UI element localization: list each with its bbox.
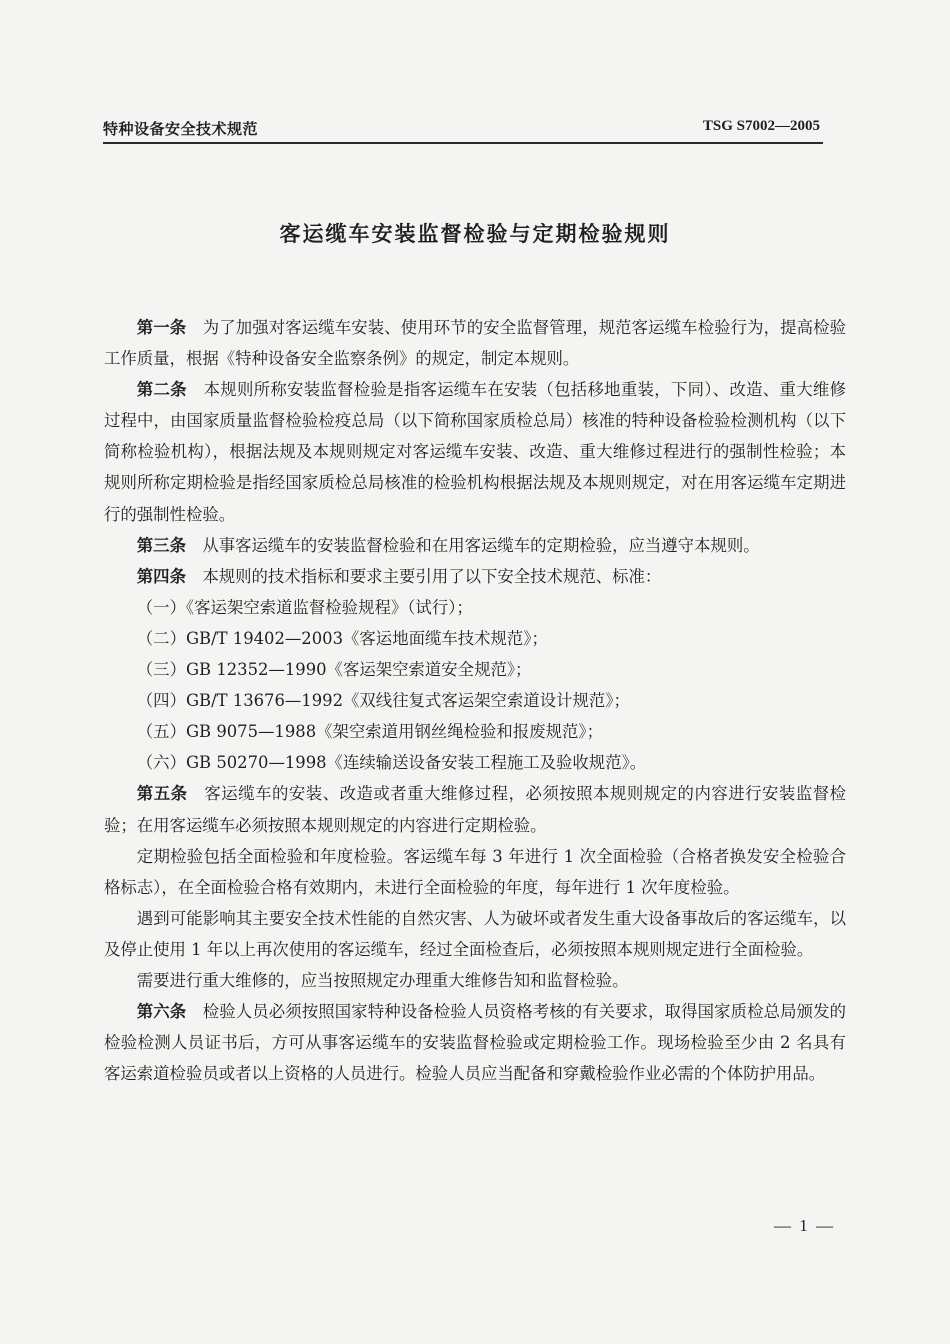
header-standard-code: TSG S7002—2005 (702, 118, 820, 134)
article-5 (104, 778, 846, 840)
header-divider (103, 142, 823, 144)
header-series-title: 特种设备安全技术规范 (103, 120, 259, 138)
article-label: 第三条 (136, 535, 186, 555)
document-title: 客运缆车安装监督检验与定期检验规则 (279, 222, 671, 246)
article-label: 第五条 (136, 784, 188, 804)
article-text: 为了加强对客运缆车安装、使用环节的安全监督管理，规范客运缆车检验行为，提高检验工作质量，根据《特种设备安全监察条例》的规定，制定本规则。 (104, 318, 847, 369)
reference-item: （四）GB/T 13676—1992《双线往复式客运架空索道设计规范》； (136, 691, 630, 711)
running-header (103, 112, 820, 142)
article-text: 客运缆车的安装、改造或者重大维修过程，必须按照本规则规定的内容进行安装监督检验；在用客运缆车必须按照本规则规定的内容进行定期检验。 (104, 784, 847, 835)
article-2 (104, 374, 846, 529)
article-label: 第一条 (136, 318, 187, 337)
reference-item: （一）《客运架空索道监督检验规程》（试行）； (136, 597, 473, 617)
article-text: 本规则的技术指标和要求主要引用了以下安全技术规范、标准： (202, 566, 662, 586)
article-text: 本规则所称安装监督检验是指客运缆车在安装（包括移地重装，下同）、改造、重大维修过程中，由国家质量监督检验检疫总局（以下简称国家质检总局）核准的特种设备检验检测机构（以下简称检验机构），根据法规及本规则规定对客运缆车安装、改造、重大维修过程进行的强制性检验；本规则所称定期检验是指经国家质检总局核准的检验机构根据法规及本规则规定，对在用客运缆车定期进行的强制性检验。 (104, 380, 847, 524)
article-text: 检验人员必须按照国家特种设备检验人员资格考核的有关要求，取得国家质检总局颁发的检验检测人员证书后，方可从事客运缆车的安装监督检验或定期检验工作。现场检验至少由 2 名具有客运索道检验员或者以上资格的人员进行。检验人员应当配备和穿戴检验作业必需的个体防护用品。 (104, 1002, 847, 1084)
reference-item: （五）GB 9075—1988《架空索道用钢丝绳检验和报废规范》； (136, 722, 603, 742)
reference-item: （二）GB/T 19402—2003《客运地面缆车技术规范》； (136, 628, 548, 648)
article-5-paragraph-4: 需要进行重大维修的，应当按照规定办理重大维修告知和监督检验。 (136, 970, 629, 990)
article-5-paragraph-2: 定期检验包括全面检验和年度检验。客运缆车每 3 年进行 1 次全面检验（合格者换发安全检验合格标志），在全面检验合格有效期内，未进行全面检验的年度，每年进行 1 次年度检验。 (104, 846, 846, 897)
article-3 (104, 530, 846, 561)
article-label: 第二条 (136, 380, 187, 400)
reference-item: （六）GB 50270—1998《连续输送设备安装工程施工及验收规范》。 (136, 753, 647, 773)
reference-item: （三）GB 12352—1990《客运架空索道安全规范》； (136, 660, 532, 680)
article-label: 第六条 (136, 1002, 187, 1022)
article-5-paragraph-3: 遇到可能影响其主要安全技术性能的自然灾害、人为破坏或者发生重大设备事故后的客运缆车，以及停止使用 1 年以上再次使用的客运缆车，经过全面检查后，必须按照本规则规定进行全面检验。 (104, 908, 846, 959)
article-4 (104, 561, 846, 592)
article-1 (104, 312, 846, 374)
document-body (104, 312, 846, 1089)
article-6 (104, 996, 846, 1089)
article-text: 从事客运缆车的安装监督检验和在用客运缆车的定期检验，应当遵守本规则。 (202, 535, 760, 555)
page-number: — 1 — (774, 1216, 835, 1235)
article-label: 第四条 (136, 566, 186, 586)
